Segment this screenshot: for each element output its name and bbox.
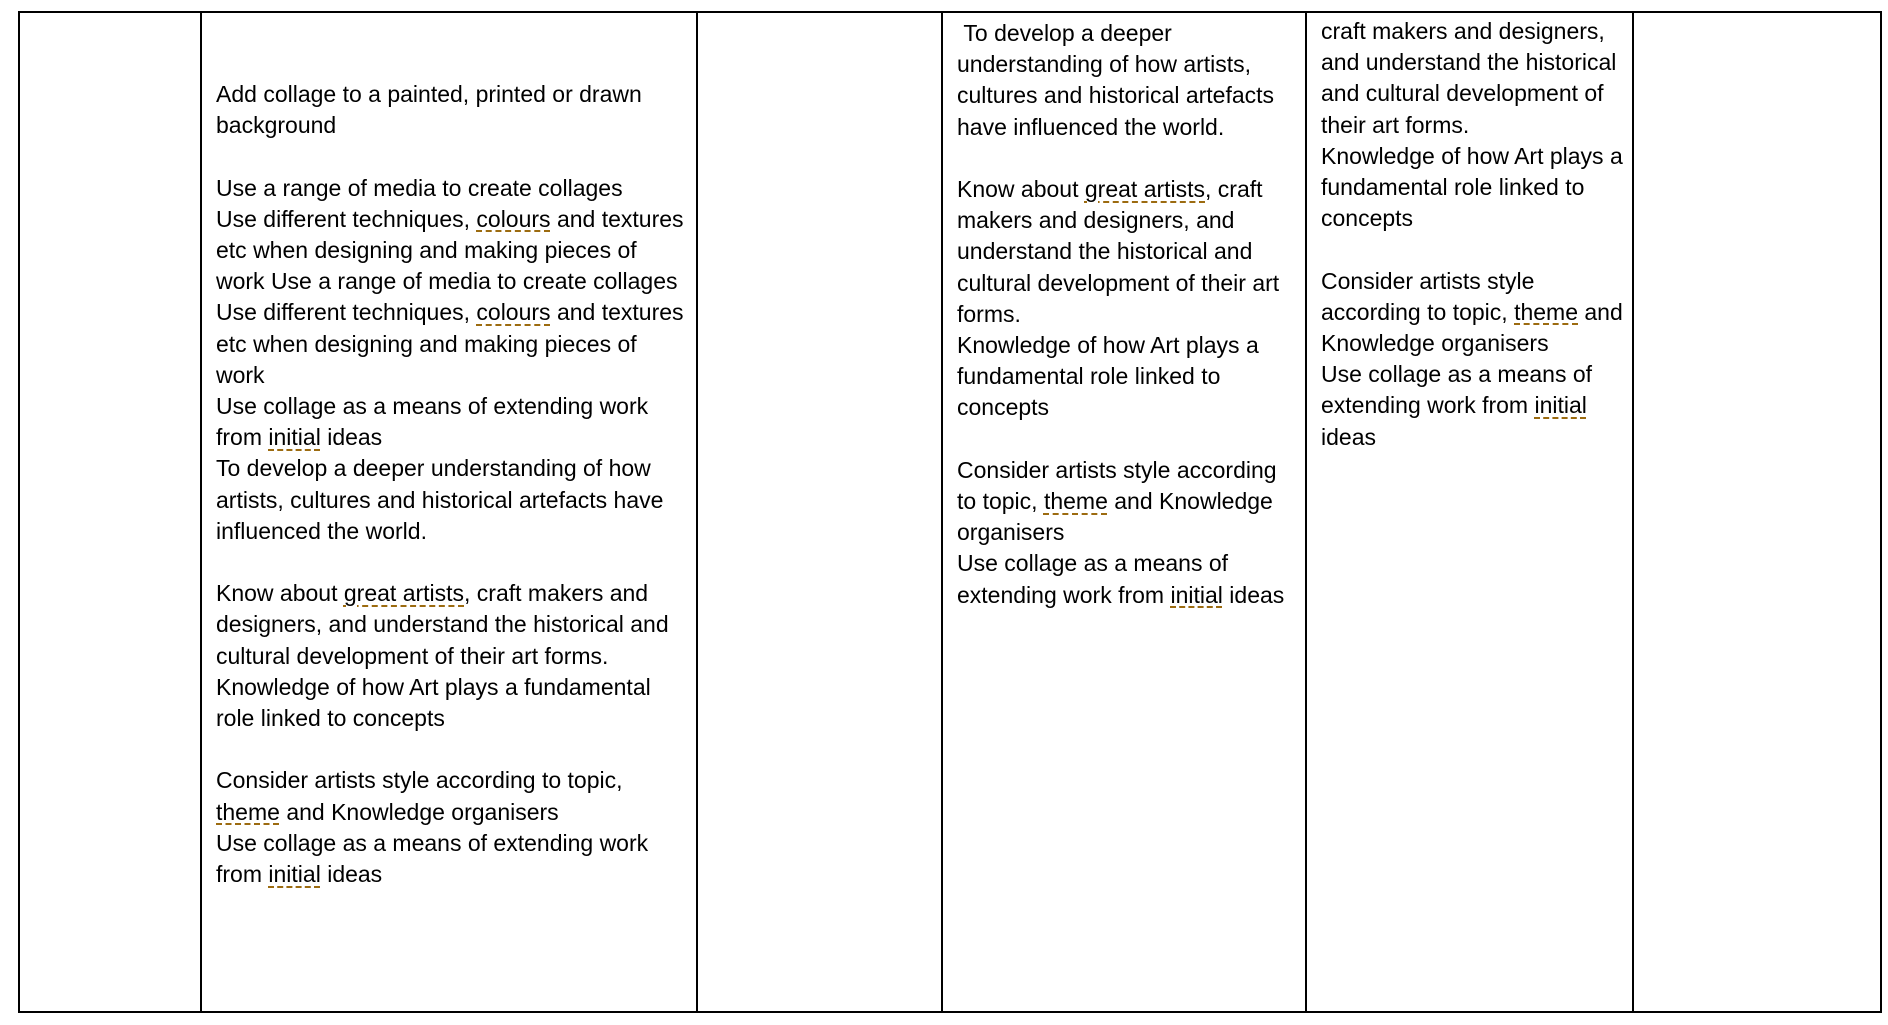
text-run: Know about (216, 580, 344, 607)
spellcheck-word: initial (1534, 392, 1587, 419)
paragraph (1321, 359, 1624, 453)
blank-line (216, 547, 686, 578)
paragraph (216, 453, 686, 547)
paragraph (216, 173, 686, 204)
text-run: Use collage as a means of extending work from (957, 550, 1235, 608)
cell-text (1307, 13, 1632, 453)
paragraph (1321, 141, 1630, 235)
spellcheck-word: theme (1514, 298, 1578, 325)
spellcheck-word: colours (476, 205, 551, 232)
text-run: Consider artists style according to topic, (1321, 267, 1541, 325)
table-cell-5 (1306, 12, 1633, 1012)
paragraph (1321, 16, 1624, 141)
table-cell-2 (201, 12, 697, 1012)
text-run: Use collage as a means of extending work from (216, 829, 655, 888)
text-run: Knowledge of how Art plays a fundamental role linked to concepts (216, 673, 658, 732)
text-run: Consider artists style according to topic, (216, 767, 629, 794)
blank-line (957, 424, 1297, 455)
text-run: Use collage as a means of extending work from (216, 393, 655, 451)
spellcheck-word: initial (1170, 581, 1223, 608)
text-run: To develop a deeper understanding of how artists, cultures and historical artefacts have influenced the world. (216, 455, 670, 544)
spellcheck-word: great artists (1084, 176, 1206, 202)
text-run: and Knowledge organisers (957, 488, 1280, 546)
table-cell-3 (697, 12, 942, 1012)
paragraph (216, 204, 690, 298)
text-run: and textures etc when designing and making pieces of work Use a range of media to create collages (216, 205, 690, 295)
text-run: Use different techniques, (216, 299, 477, 326)
text-run: and Knowledge organisers (279, 798, 559, 825)
paragraph (216, 828, 686, 890)
text-run: To develop a deeper understanding of how artists, cultures and historical artefacts have influenced the world. (957, 20, 1281, 140)
text-run: ideas (320, 861, 383, 888)
text-run: and textures etc when designing and making pieces of work (216, 299, 690, 388)
blank-line (957, 143, 1297, 174)
table-cell-1 (19, 12, 201, 1012)
blank-line (216, 141, 686, 172)
text-run: Use different techniques, (216, 205, 477, 232)
paragraph (216, 79, 686, 141)
text-run: Knowledge of how Art plays a fundamental role linked to concepts (1321, 142, 1630, 232)
cell-text (202, 13, 696, 890)
text-run: Use a range of media to create collages (216, 174, 623, 201)
paragraph (1321, 266, 1630, 360)
spellcheck-word: colours (476, 299, 551, 326)
paragraph (957, 455, 1297, 549)
text-run: Know about (957, 176, 1085, 202)
text-run: and Knowledge organisers (1321, 298, 1630, 357)
text-run: ideas (1321, 392, 1594, 450)
spellcheck-word: theme (216, 798, 280, 825)
cell-text (943, 13, 1305, 611)
paragraph (957, 18, 1297, 143)
spellcheck-word: theme (1043, 488, 1108, 515)
text-run: ideas (320, 424, 383, 451)
paragraph (957, 548, 1297, 610)
text-run: , craft makers and designers, and understand the historical and cultural development of their art forms. (957, 176, 1286, 327)
spellcheck-word: initial (268, 861, 321, 888)
paragraph (216, 391, 686, 453)
text-run: Use collage as a means of extending work from (1321, 361, 1599, 419)
spellcheck-word: great artists (343, 580, 465, 607)
paragraph (216, 672, 686, 734)
table-cell-6 (1633, 12, 1881, 1012)
paragraph (216, 765, 686, 827)
table-row (19, 12, 1881, 1012)
blank-line (1321, 234, 1624, 265)
curriculum-table (18, 11, 1882, 1013)
text-run: craft makers and designers, and understand the historical and cultural development of their art forms. (1321, 18, 1623, 138)
paragraph (216, 297, 690, 391)
blank-line (216, 734, 686, 765)
text-run: , craft makers and designers, and understand the historical and cultural development of their art forms. (216, 580, 676, 669)
text-run: ideas (1222, 581, 1285, 608)
paragraph (957, 330, 1297, 424)
text-run: Knowledge of how Art plays a fundamental role linked to concepts (957, 332, 1266, 421)
table-cell-4 (942, 12, 1306, 1012)
text-run: Add collage to a painted, printed or drawn background (216, 81, 649, 139)
text-run: Consider artists style according to topic, (957, 456, 1283, 515)
paragraph (957, 174, 1297, 330)
spellcheck-word: initial (268, 424, 321, 451)
paragraph (216, 578, 686, 672)
